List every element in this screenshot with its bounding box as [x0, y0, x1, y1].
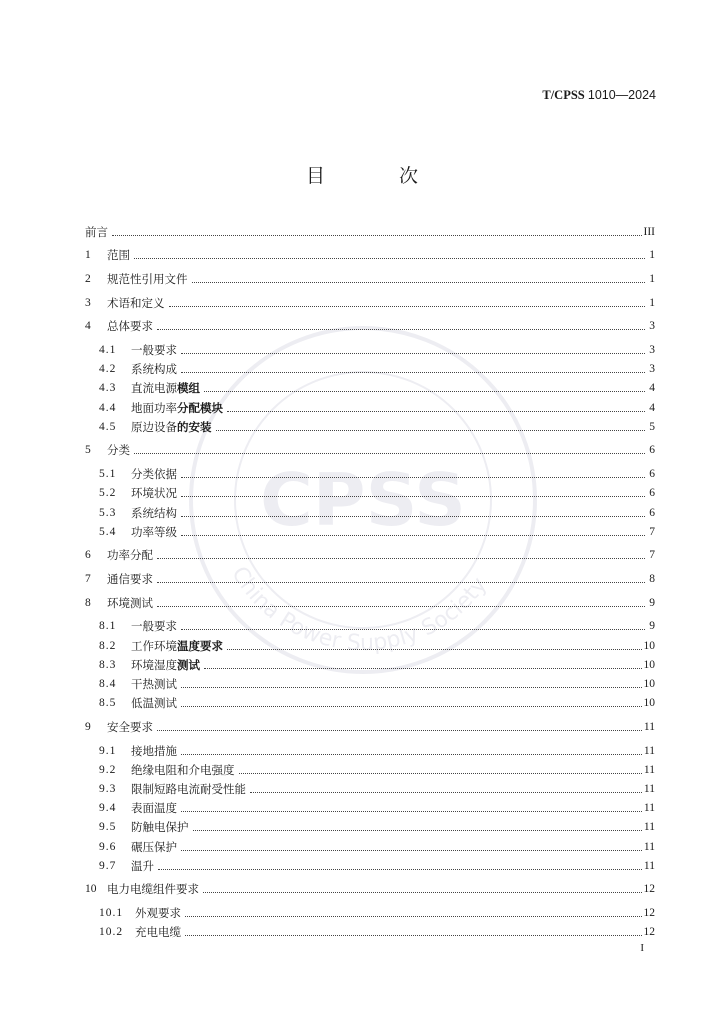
dot-leader [181, 841, 642, 853]
toc-entry[interactable] [85, 904, 655, 923]
toc-entry-page: 11 [643, 859, 655, 872]
toc-entry-label: 原边设备的安装 [131, 419, 212, 434]
toc-entry-label: 功率分配 [107, 548, 153, 563]
dot-leader [193, 821, 642, 833]
toc-entry-page: 4 [649, 382, 655, 395]
toc-entry-page: 7 [649, 525, 655, 538]
toc-entry-page: 1 [649, 249, 655, 262]
toc-entry-number: 1 [85, 249, 91, 262]
toc-entry-page: 5 [649, 420, 655, 433]
toc-entry-label: 外观要求 [135, 906, 181, 921]
toc-entry-number: 9 [85, 720, 91, 733]
toc-entry-number: 9.7 [99, 859, 117, 872]
toc-entry[interactable] [85, 694, 655, 713]
toc-entry-page: 6 [649, 487, 655, 500]
toc-entry-label: 限制短路电流耐受性能 [131, 781, 246, 796]
toc-entry-label: 环境状况 [131, 486, 177, 501]
toc-entry-label: 温升 [131, 858, 154, 873]
toc-entry-label: 前言 [85, 224, 108, 239]
toc-entry-number: 9.6 [99, 840, 117, 853]
toc-entry-page: 8 [649, 573, 655, 586]
toc-entry-page: 11 [643, 840, 655, 853]
toc-entry-number: 5 [85, 444, 91, 457]
toc-entry-label: 防触电保护 [131, 820, 189, 835]
toc-entry[interactable] [85, 484, 655, 503]
toc-entry[interactable] [85, 593, 655, 612]
toc-entry-label: 分类 [107, 443, 130, 458]
dot-leader [181, 802, 642, 814]
toc-entry[interactable] [85, 222, 655, 241]
toc-entry[interactable] [85, 269, 655, 288]
toc-entry-page: 9 [649, 620, 655, 633]
dot-leader [134, 249, 645, 261]
toc-entry-number: 9.5 [99, 821, 117, 834]
dot-leader [157, 549, 645, 561]
dot-leader [157, 320, 645, 332]
toc-entry-page: 11 [643, 821, 655, 834]
toc-entry-page: 3 [649, 363, 655, 376]
dot-leader [181, 697, 642, 709]
dot-leader [181, 487, 645, 499]
dot-leader [181, 526, 645, 538]
toc-entry[interactable] [85, 441, 655, 460]
toc-entry-number: 8.3 [99, 658, 117, 671]
toc-entry-label: 系统结构 [131, 505, 177, 520]
dot-leader [181, 344, 645, 356]
toc-entry-label: 环境测试 [107, 595, 153, 610]
toc-entry[interactable] [85, 779, 655, 798]
toc-entry-number: 5.3 [99, 506, 117, 519]
toc-entry-label: 规范性引用文件 [107, 271, 188, 286]
toc-entry-page: 7 [649, 549, 655, 562]
toc-entry-page: 9 [649, 596, 655, 609]
toc-entry-label: 系统构成 [131, 362, 177, 377]
dot-leader [203, 883, 642, 895]
toc-entry[interactable] [85, 837, 655, 856]
toc-entry-number: 8.1 [99, 620, 117, 633]
toc-entry-label: 直流电源模组 [131, 381, 200, 396]
dot-leader [169, 297, 646, 309]
toc-entry-label: 绝缘电阻和介电强度 [131, 762, 235, 777]
dot-leader [112, 226, 642, 238]
toc-entry-page: 3 [649, 320, 655, 333]
toc-entry-number: 4 [85, 320, 91, 333]
toc-entry[interactable] [85, 799, 655, 818]
standard-code [542, 88, 656, 103]
toc-entry-label: 工作环境温度要求 [131, 638, 223, 653]
svg-text:China Power Supply Society: China Power Supply Society [226, 562, 493, 657]
toc-entry-number: 5.4 [99, 525, 117, 538]
toc-entry[interactable] [85, 465, 655, 484]
toc-entry[interactable] [85, 379, 655, 398]
dot-leader [192, 273, 646, 285]
toc-entry-label: 环境湿度测试 [131, 657, 200, 672]
toc-entry[interactable] [85, 417, 655, 436]
toc-entry-number: 6 [85, 549, 91, 562]
toc-entry-label: 低温测试 [131, 696, 177, 711]
toc-entry-number: 10.2 [99, 926, 124, 939]
toc-entry-number: 4.3 [99, 382, 117, 395]
toc-entry-page: 1 [649, 272, 655, 285]
toc-entry-label: 干热测试 [131, 677, 177, 692]
dot-leader [204, 382, 645, 394]
toc-entry-number: 5.1 [99, 468, 117, 481]
toc-entry-page: 11 [643, 763, 655, 776]
toc-entry[interactable] [85, 317, 655, 336]
toc-entry[interactable] [85, 617, 655, 636]
dot-leader [227, 402, 645, 414]
toc-entry[interactable] [85, 741, 655, 760]
toc-entry-page: 12 [643, 907, 655, 920]
toc-entry-number: 5.2 [99, 487, 117, 500]
toc-entry[interactable] [85, 856, 655, 875]
toc-entry-page: 6 [649, 444, 655, 457]
toc-entry-label: 功率等级 [131, 524, 177, 539]
toc-entry[interactable] [85, 674, 655, 693]
toc-entry-label: 接地措施 [131, 743, 177, 758]
toc-entry[interactable] [85, 760, 655, 779]
toc-entry-page: 10 [643, 678, 655, 691]
toc-entry-number: 4.4 [99, 401, 117, 414]
dot-leader [181, 620, 645, 632]
toc-entry-label: 一般要求 [131, 619, 177, 634]
toc-entry-label: 安全要求 [107, 719, 153, 734]
toc-entry-number: 4.2 [99, 363, 117, 376]
toc-entry-number: 10 [85, 883, 97, 896]
toc-entry-page: 1 [649, 296, 655, 309]
toc-entry[interactable] [85, 340, 655, 359]
dot-leader [185, 907, 642, 919]
dot-leader [157, 597, 645, 609]
toc-entry-page: 12 [643, 883, 655, 896]
dot-leader [158, 860, 642, 872]
toc-entry-number: 2 [85, 272, 91, 285]
toc-entry-label: 范围 [107, 248, 130, 263]
toc-entry-number: 8.2 [99, 639, 117, 652]
toc-entry-label: 一般要求 [131, 343, 177, 358]
toc-entry-number: 9.1 [99, 744, 117, 757]
dot-leader [239, 764, 642, 776]
table-of-contents [85, 222, 655, 942]
toc-entry[interactable] [85, 246, 655, 265]
toc-entry-page: 6 [649, 506, 655, 519]
standard-number: 1010—2024 [587, 88, 656, 102]
toc-entry-number: 10.1 [99, 907, 124, 920]
dot-leader [181, 363, 645, 375]
toc-entry-page: 10 [643, 639, 655, 652]
toc-entry-label: 电力电缆组件要求 [107, 882, 199, 897]
toc-entry-label: 分类依据 [131, 467, 177, 482]
toc-entry-number: 8.4 [99, 678, 117, 691]
dot-leader [181, 678, 642, 690]
toc-entry-label: 地面功率分配模块 [131, 400, 223, 415]
dot-leader [250, 783, 642, 795]
toc-entry-number: 9.4 [99, 802, 117, 815]
toc-entry[interactable] [85, 570, 655, 589]
dot-leader [216, 421, 646, 433]
toc-entry-page: 6 [649, 468, 655, 481]
toc-entry-page: 11 [643, 802, 655, 815]
toc-entry[interactable] [85, 636, 655, 655]
page-title: 目 次 [305, 165, 453, 187]
toc-entry-number: 9.3 [99, 782, 117, 795]
toc-entry[interactable] [85, 360, 655, 379]
standard-prefix: T/CPSS [542, 88, 585, 102]
toc-entry-page: 11 [643, 744, 655, 757]
toc-entry-label: 术语和定义 [107, 295, 165, 310]
toc-entry-number: 9.2 [99, 763, 117, 776]
toc-entry-number: 7 [85, 573, 91, 586]
toc-entry-label: 总体要求 [107, 319, 153, 334]
toc-entry-page: 4 [649, 401, 655, 414]
toc-entry-number: 4.1 [99, 344, 117, 357]
toc-entry-number: 8 [85, 596, 91, 609]
toc-entry-page: 11 [643, 720, 655, 733]
dot-leader [157, 573, 645, 585]
toc-entry-number: 8.5 [99, 697, 117, 710]
toc-entry[interactable] [85, 503, 655, 522]
toc-entry-label: 充电电缆 [135, 925, 181, 940]
toc-entry-page: 11 [643, 782, 655, 795]
dot-leader [157, 721, 642, 733]
toc-entry[interactable] [85, 293, 655, 312]
toc-entry-page: III [643, 225, 655, 238]
dot-leader [204, 659, 642, 671]
dot-leader [181, 468, 645, 480]
toc-entry-page: 10 [643, 658, 655, 671]
svg-text:CPSS: CPSS [259, 458, 467, 542]
toc-entry-label: 通信要求 [107, 572, 153, 587]
dot-leader [227, 640, 642, 652]
dot-leader [181, 507, 645, 519]
dot-leader [181, 745, 642, 757]
toc-entry-label: 表面温度 [131, 801, 177, 816]
toc-entry[interactable] [85, 398, 655, 417]
toc-entry-page: 12 [643, 926, 655, 939]
toc-entry[interactable] [85, 923, 655, 942]
toc-entry[interactable] [85, 522, 655, 541]
toc-entry[interactable] [85, 546, 655, 565]
toc-entry-label: 碾压保护 [131, 839, 177, 854]
toc-entry-page: 10 [643, 697, 655, 710]
toc-entry-page: 3 [649, 344, 655, 357]
toc-entry-number: 3 [85, 296, 91, 309]
toc-entry[interactable] [85, 818, 655, 837]
toc-entry[interactable] [85, 717, 655, 736]
toc-entry[interactable] [85, 655, 655, 674]
toc-entry[interactable] [85, 880, 655, 899]
dot-leader [134, 444, 645, 456]
dot-leader [185, 926, 642, 938]
toc-entry-number: 4.5 [99, 420, 117, 433]
page-number: I [640, 942, 644, 954]
